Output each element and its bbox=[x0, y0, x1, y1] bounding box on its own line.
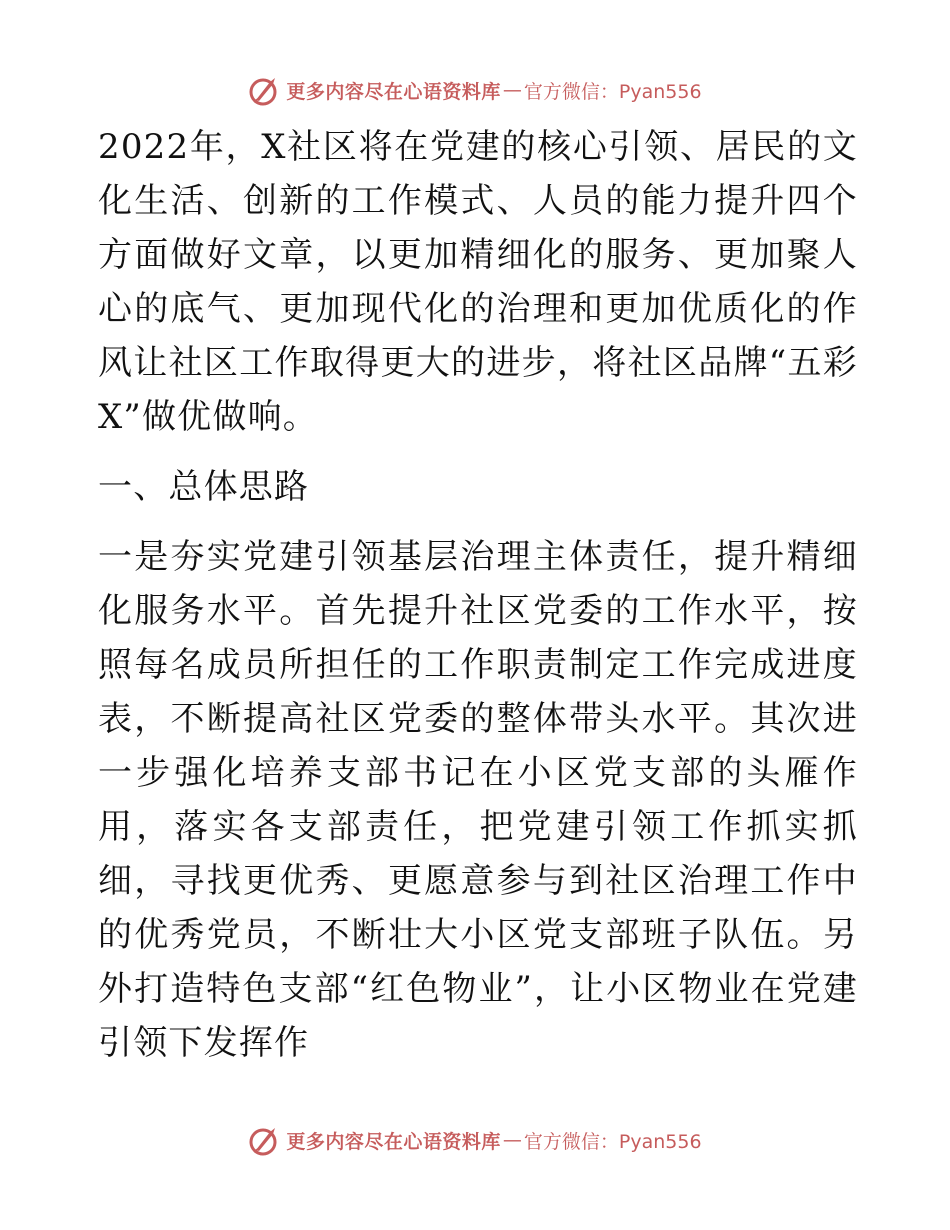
quill-pen-logo-icon bbox=[248, 73, 282, 107]
watermark-separator: — bbox=[502, 1129, 522, 1151]
body-paragraph: 一是夯实党建引领基层治理主体责任，提升精细化服务水平。首先提升社区党委的工作水平，按照每名成员所担任的工作职责制定工作完成进度表，不断提高社区党委的整体带头水平。其次进一步强化培养支部书记在小区党支部的头雁作用，落实各支部责任，把党建引领工作抓实抓细，寻找更优秀、更愿意参与到社区治理工作中的优秀党员，不断壮大小区党支部班子队伍。另外打造特色支部“红色物业”，让小区物业在党建引领下发挥作 bbox=[98, 537, 858, 1063]
quill-pen-logo-icon bbox=[248, 1123, 282, 1157]
section-heading: 一、总体思路 bbox=[98, 467, 310, 507]
footer-watermark bbox=[0, 1120, 950, 1160]
intro-paragraph: 2022年，X社区将在党建的核心引领、居民的文化生活、创新的工作模式、人员的能力提升四个方面做好文章，以更加精细化的服务、更加聚人心的底气、更加现代化的治理和更加优质化的作风让社区工作取得更大的进步，将社区品牌“五彩X”做优做响。 bbox=[98, 127, 858, 437]
watermark-contact-text: 官方微信：Pyan556 bbox=[523, 1130, 702, 1153]
watermark-site-text: 更多内容尽在心语资料库 bbox=[286, 80, 501, 103]
watermark-site-text: 更多内容尽在心语资料库 bbox=[286, 1130, 501, 1153]
header-watermark bbox=[0, 70, 950, 110]
watermark-contact-text: 官方微信：Pyan556 bbox=[523, 80, 702, 103]
watermark-separator: — bbox=[502, 79, 522, 101]
document-body bbox=[98, 120, 858, 1086]
